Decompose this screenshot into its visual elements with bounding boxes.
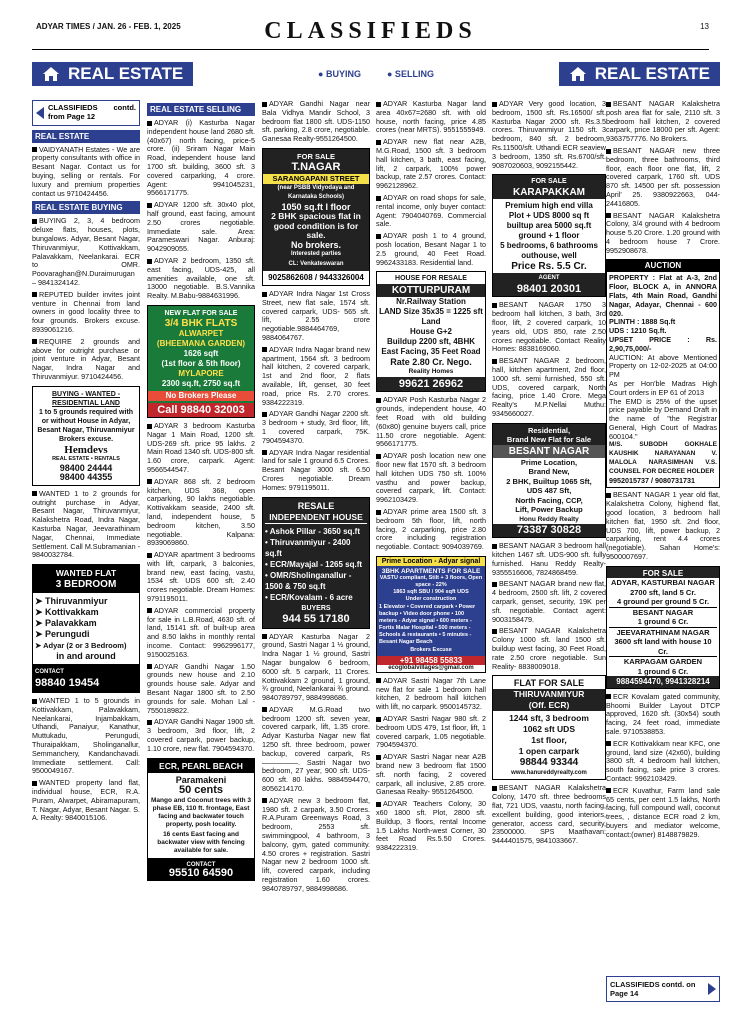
buying-label: ● BUYING bbox=[318, 69, 361, 79]
classified-ad: ADYAR prime area 1500 sft. 3 bedroom 5th floor, lift, north facing, 2 carparking, price 2.80 crore including registration negotiable. Contact: 9094039769. bbox=[376, 506, 486, 552]
section-band bbox=[32, 62, 720, 86]
classified-ad: REPUTED builder invites joint venture in Chennai from land owners in good locality three to four grounds. Brokers excuse. 8939061216. bbox=[32, 289, 140, 334]
section-title: CLASSIFIEDS bbox=[264, 18, 477, 44]
bullet-icon bbox=[376, 234, 381, 239]
column-6 bbox=[606, 100, 720, 972]
classified-ad: ADYAR Sastri Nagar near A2B brand new 3 bedroom flat 1500 sft. north facing, 2 covered carpark, all inclusive, 2.85 crore. Ganesaa Realty- 9551264500. bbox=[376, 752, 486, 797]
bullet-icon bbox=[262, 412, 267, 417]
bullet-icon bbox=[376, 802, 381, 807]
classified-ad: ADYAR posh 1 to 4 ground, posh location, Besant Nagar 1 to 2.5 ground, 40 Feet Road. 9962433183. Residential land. bbox=[376, 231, 486, 267]
classified-ad: ADYAR 868 sft. 2 bedroom kitchen, UDS 368, open carparking, 90 lakhs negotiable. Kottivakkam seaside, 2400 sft. land, independent house, 5 bedroom kitchen, 3.50 negotiable. Kalpana: 8939069860. bbox=[147, 476, 255, 548]
classified-ad: ADYAR on road shops for sale, rental income, only buyer contact: Agent: 7904040769. Commercial sale. bbox=[376, 192, 486, 229]
classified-ad: ADYAR 3 bedroom Kasturba Nagar 1 Main Road, 1200 sft. UDS-269 sft. price 95 lakhs. 2 Main Road 1340 sft. UDS-800 sft. 1.60 crore, carpark. Agent: 9566544547. bbox=[147, 420, 255, 474]
classified-ad: ADYAR Indra Nagar 1st Cross Street, new flat sale, 1574 sft. covered carpark, UDS- 565 sft. lift, 2.55 crore negotiable.9884464769, 9884064767. bbox=[262, 288, 370, 342]
bullet-icon bbox=[376, 510, 381, 515]
bullet-icon bbox=[147, 553, 152, 558]
classified-ad: ADYAR Sastri Nagar 7th Lane new flat for sale 1 bedroom hall kitchen, 2 bedroom hall kitchen with lift, no carpark. 9500145732. bbox=[376, 675, 486, 712]
display-ad-adyar-kasturbai: FOR SALE ADYAR, KASTURBAI NAGAR 2700 sft, land 5 Cr. 4 ground per ground 5 Cr. BESANT NAGAR 1 ground 6 Cr. JEEVARATHINAM NAGAR 3600 sft land with house 10 Cr. KARPAGAM GARDEN 1 ground 6 Cr. 9884594470, 9941328214 bbox=[606, 566, 720, 689]
bullet-icon bbox=[262, 707, 267, 712]
bullet-icon bbox=[32, 147, 37, 152]
display-ad-buying-land: BUYING - WANTED - RESIDENTIAL LAND 1 to 5 grounds required with or without House in Adyar, Besant Nagar, Thiruvanmiyur Brokers excuse. Hemdevs REAL ESTATE • RENTALS 98400 24444 98400 44355 bbox=[32, 386, 140, 486]
buying-selling-legend bbox=[193, 62, 559, 86]
bullet-icon bbox=[492, 303, 497, 308]
bullet-icon bbox=[606, 213, 611, 218]
classified-ad: WANTED property land flat, individual house, ECR, R.A. Puram, Alwarpet, Abiramapuram, T. Nagar, Adyar, Besant Nagar. S. A. Realty: 9840015106. bbox=[32, 778, 140, 823]
bullet-icon bbox=[147, 203, 152, 208]
classified-ad: ADYAR M.G.Road two bedroom 1200 sft. seven year, covered carpark, lift, 1.35 crore. Adyar Kasturba Nagar new flat 1250 sft. three bedroom, power backup, covered carpark, Rs—————. Sastri Nagar two bedroom, 27 year, 900 sft. UDS- 600 sft. 80 lakhs. 9884594470, 8056214170. bbox=[262, 704, 370, 794]
classified-ad: ECR Kottivakkam near KFC, one ground, land size (42x60), building 3800 sft. 4 bedroom hall kitchen, south facing, sale price 3 crores. Contact: 9962103429. bbox=[606, 738, 720, 784]
classified-ad: REQUIRE 2 grounds and above for outright purchase or joint venture in Adyar, Besant Nagar, Indra Nagar and Thiruvanmiyur. 9710424456. bbox=[32, 336, 140, 381]
classified-ad: ADYAR commercial property for sale in L.B.Road, 4630 sft. of land, 15141 sft. of built-up area and 8.50 lakhs in monthly rental income. Contact: 9962996177, 9150025163. bbox=[147, 605, 255, 659]
bullet-icon bbox=[262, 347, 267, 352]
classified-ad: ADYAR Very good location, 3 bedroom, 1500 sft. Rs.16500/ sft. Kasturba Nagar 2000 sft. Rs.3.5 crores. Thiruvanmiyur 1150 sft. 3 bedroom, 840 sft. 2 bedroom, Rs.11500/sft. Uthandi ECR seaview 3 bedroom, 1350 sft. Rs.6700/sft. 9087020603, 9092155442. bbox=[492, 100, 606, 170]
bullet-icon bbox=[262, 450, 267, 455]
display-ad-wanted-flat: WANTED FLAT 3 BEDROOM ➤ Thiruvanmiyur ➤ Kottivakkam ➤ Palavakkam ➤ Perungudi ➤ Adyar (2 or 3 Bedroom) in and around CONTACT 98840 19454 bbox=[32, 564, 140, 693]
classified-ad: ADYAR Gandhi Nagar near Bala Vidhya Mandir School, 3 bedroom flat 1800 sft. UDS-1150 sft. parking, 2.8 crore, negotiable. Ganesaa Realty-9551264500. bbox=[262, 100, 370, 144]
bullet-icon bbox=[262, 102, 267, 107]
bullet-icon bbox=[606, 149, 611, 154]
house-icon bbox=[569, 66, 587, 82]
bullet-icon bbox=[262, 292, 267, 297]
bullet-icon bbox=[376, 196, 381, 201]
classified-ad: ADYAR Indra Nagar brand new apartment, 1564 sft. 3 bedroom hall kitchen, 2 covered carpark, 1st and 2nd floor, 2 flats available, lift, genset, 30 feet road, price Rs. 2.70 crores. 9384222319. bbox=[262, 344, 370, 407]
classified-ad: ADYAR Gandhi Nagar 1900 sft. 3 bedroom, 3rd floor, lift, 2 covered carpark, power backup, 1.10 crore, new flat. 7904594370. bbox=[147, 717, 255, 753]
continued-from-link[interactable]: CLASSIFIEDS contd. from Page 12 bbox=[32, 100, 140, 126]
band-right-label: REAL ESTATE bbox=[594, 64, 710, 83]
bullet-icon bbox=[376, 717, 381, 722]
column-5 bbox=[492, 100, 606, 1010]
arrow-left-icon bbox=[36, 107, 44, 119]
classified-ad: ADYAR Gandhi Nagar 1.50 grounds new house and 2.10 grounds house sale. Adyar and Besant Nagar 1800 sft. to 2.50 grounds for sale. Mohan Lal - 7550189822. bbox=[147, 661, 255, 715]
bullet-icon bbox=[376, 678, 381, 683]
classified-ad: ECR Kuvathur, Farm land sale 65 cents, per cent 1.5 lakhs, North facing, full compound wall, coconut trees, , distance ECR road 2 km, buyers and mediator welcome, contact:(owner) 8148879829. bbox=[606, 785, 720, 839]
display-ad-new-flat-alwarpet: NEW FLAT FOR SALE 3/4 BHK FLATS ALWARPET (BHEEMANA GARDEN) 1626 sqft (1st floor & 5th floor) MYLAPORE 2300 sq.ft, 2750 sq.ft No Brokers Please Call 98840 32003 bbox=[147, 305, 255, 418]
display-ad-karapakkam: FOR SALE KARAPAKKAM Premium high end villa Plot + UDS 8000 sq ft builtup area 5000 sq.ft ground + 1 floor 5 bedrooms, 6 bathrooms outhouse, well Price Rs. 5.5 Cr. AGENT 98401 20301 bbox=[492, 174, 606, 297]
bullet-icon bbox=[492, 629, 497, 634]
classified-ad: ADYAR new flat near A2B, M.G.Road, 1500 sft. 3 bedroom hall kitchen, 3 bath, east facing, lift, 2 carpark, 100% power backup, rate 2.57 crores. Contact: 9962128962. bbox=[376, 137, 486, 191]
bullet-icon bbox=[147, 121, 152, 126]
classified-ad: BESANT NAGAR Kalakshetra Colony, 1470 sft. three bedrooms flat, 721 UDS, vaastu, north facing, excellent building, good interiors, generator, access card, security, 23500000. SPS Maathavan: 9444401575, 9841033667. bbox=[492, 783, 606, 846]
bullet-icon bbox=[606, 493, 611, 498]
selling-label: ● SELLING bbox=[387, 69, 434, 79]
classified-ad: ADYAR apartment 3 bedrooms with lift, carpark, 3 balconies, brand new, east facing, vastu, 1534 sft. UDS 600 sft. 2.40 crores negotiable. Dream Homes: 9791195011. bbox=[147, 550, 255, 604]
bullet-icon bbox=[376, 454, 381, 459]
section-heading-real-estate: REAL ESTATE bbox=[32, 130, 140, 143]
bullet-icon bbox=[262, 798, 267, 803]
bullet-icon bbox=[606, 102, 611, 107]
bullet-icon bbox=[32, 781, 37, 786]
display-ad-besant-nagar-new-flat: Residential, Brand New Flat for Sale BESANT NAGAR Prime Location, Brand New, 2 BHK, Builtup 1065 Sft, UDS 487 Sft, North Facing, CCP, Lift, Power Backup Honu Reddy Realty 73387 30828 bbox=[492, 423, 606, 539]
arrow-right-icon bbox=[708, 983, 716, 995]
bullet-icon bbox=[147, 664, 152, 669]
column-4 bbox=[376, 100, 486, 1010]
bullet-icon bbox=[492, 359, 497, 364]
classified-ad: ADYAR Teachers Colony, 30 x60 1800 sft. Plot, 2800 sft. Buildup, 3 floors, rental Income 1.5 Lakhs North-west Corner, 30 feet Road Rs.5.50 Crores. 9384222319. bbox=[376, 799, 486, 853]
classified-ad: ADYAR Indra Nagar residential land for sale 1 ground 6.5 Crores. Besant Nagar 3000 sft. 6.50 Crores negotiable. Dream Homes: 9791195011. bbox=[262, 447, 370, 492]
classified-ad: ADYAR Sastri Nagar 980 sft. 2 bedroom UDS 479, 1st floor, lift, 1 covered carpark, 1.05 negotiable. 7904594370. bbox=[376, 714, 486, 750]
column-2 bbox=[147, 100, 255, 1010]
bullet-icon bbox=[147, 479, 152, 484]
bullet-icon bbox=[147, 259, 152, 264]
bullet-icon bbox=[606, 741, 611, 746]
display-ad-kotturpuram: HOUSE FOR RESALE KOTTURPURAM Nr.Railway Station LAND Size 35x35 = 1225 sft Land House G+2 Buildup 2200 sft, 4BHK East Facing, 35 Feet Road Rate 2.80 Cr. Nego. Reality Homes 99621 26962 bbox=[376, 271, 486, 392]
bullet-icon bbox=[32, 219, 37, 224]
auction-notice: AUCTION PROPERTY : Flat at A-3, 2nd Floor, BLOCK A, in ANNORA Flats, 4th Main Road, Gandhi Nagar, Adayar, Chennai - 600 020. PLINTH : 1888 Sq.ft UDS : 1210 Sq.ft. UPSET PRICE : Rs. 2,90,75,000/- AUCTION: At above Mentioned Property on 12-02-2025 at 04:00 PM As per Hon'ble Madras High Court orders in EP 61 of 2013 The EMD is 25% of the upset price payable by Demand Draft in the name of "the Registrar General, High Court of Madras 600104." M/S. SUBODH GOKHALE KAUSHIK NARAYANAN V. MALOLA NARASIMHAN V.S. COUNSEL FOR DECREE HOLDER 9952015737 / 9080731731 bbox=[606, 259, 720, 489]
classified-ad: BESANT NAGAR Kalakshetra posh area flat for sale, 2110 sft. 3 bedroom hall kitchen, 2 covered carpark, price 18000 per sft. Agent: 9363757776. No Brokers. bbox=[606, 100, 720, 144]
real-estate-banner-left bbox=[32, 62, 193, 86]
classified-ad: BESANT NAGAR 1750 3 bedroom hall kitchen, 3 bath, 3rd floor, lift, 2 covered carpark, 10 years old, UDS 850, rate 2.50 crores negotiable. Contact Reality Homes: 8838169060. bbox=[492, 300, 606, 354]
classified-ad: BESANT NAGAR 2 bedroom, hall, kitchen apartment, 2nd floor, 1000 sft. semi furnished, 550 sft. UDS, covered carpark, North facing, price 1.40 Crore. Mega Realty's M.P.Nellai Muthu: 9345660027. bbox=[492, 356, 606, 418]
section-heading-buying: REAL ESTATE BUYING bbox=[32, 201, 140, 214]
bullet-icon bbox=[32, 292, 37, 297]
classified-ad: BESANT NAGAR Kalakshetra Colony 1000 sft. land 1500 sft. buildup west facing, 30 Feet Road, rate 2.50 crore negotiable. Sun Reality- 8838009018. bbox=[492, 626, 606, 671]
bullet-icon bbox=[376, 398, 381, 403]
classified-ad: BESANT NAGAR new three bedroom, three bathrooms, third floor, each floor one flat, lift, 2 covered carpark, 1760 sft. UDS 870 sft. 14500 per sft. possession April' 25. 9380922663, 044-24416805. bbox=[606, 145, 720, 208]
hemdevs-logo: Hemdevs bbox=[64, 443, 108, 456]
column-1 bbox=[32, 100, 140, 1010]
bullet-icon bbox=[147, 424, 152, 429]
page-header bbox=[0, 0, 741, 58]
bullet-icon bbox=[262, 634, 267, 639]
display-ad-thiruvanmiyur: FLAT FOR SALE THIRUVANMIYUR (Off. ECR) 1244 sft, 3 bedroom 1062 sft UDS 1st floor, 1 open carpark 98844 93344 www.hanureddyrealty.com bbox=[492, 675, 606, 780]
bullet-icon bbox=[492, 582, 497, 587]
bullet-icon bbox=[376, 755, 381, 760]
bullet-icon bbox=[32, 699, 37, 704]
classified-ad: BESANT NAGAR 1 year old flat, Kalakshetra Colony, highend flat, good location, 3 bedroom hall kitchen flat, 1950 sft. 2nd floor, UDS 700, lift, power backup, 2 carparking, rent 4.4 crores (negotiable). Sahan Home's: 9500007697. bbox=[606, 490, 720, 562]
classified-ad: BESANT NAGAR 3 bedroom hall kitchen 1467 sft. UDS-900 sft. fully furnished. Hanu Reddy Realty- 9355516606, 7824868459. bbox=[492, 541, 606, 577]
classified-ad: ADYAR Kasturba Nagar 2 ground, Sastri Nagar 1 ½ ground, Indra Nagar 1 ½ ground, Sastri Nagar bungalow 6 bedroom, 6000 sft. 5 carpark, 11 Crores. Kottivakkam 2 ground, 1 ground, ¾ ground, Neelankarai ¾ ground. 9840789797, 9884998686. bbox=[262, 631, 370, 703]
real-estate-banner-right bbox=[559, 62, 720, 86]
classified-ad: BESANT NAGAR Kalakshetra Colony, 3/4 ground with 4 bedroom house 5.20 Crore. 1.20 ground with 4 bedroom house 7 Crore. 9952908678. bbox=[606, 210, 720, 255]
classified-ad: ADYAR (i) Kasturba Nagar independent house land 2680 sft. (40x67) north facing, price-5 crore. (ii) Sriram Nagar Main Road, independent house land 1700 sft. building, 3600 sft. 3 covered carparking, 4 crore. Agent: 9941045231, 9566171775. bbox=[147, 118, 255, 198]
classified-ad: ADYAR Kasturba Nagar land area 40x67=2680 sft. with old house, north facing, price 4.85 crores (near MRTS). 9551555949. bbox=[376, 100, 486, 135]
display-ad-ecr-pearl-beach: ECR, PEARL BEACH Paramakeni 50 cents Mango and Coconut trees with 3 phase EB, 110 ft. frontage, East facing and backwater touch property, posh locality. 16 cents East facing and backwater view with fencing available for sale. CONTACT 95510 64590 bbox=[147, 758, 255, 881]
bullet-icon bbox=[376, 102, 381, 107]
bullet-icon bbox=[32, 491, 37, 496]
classified-ad: BESANT NAGAR brand new flat, 4 bedroom, 2500 sft. lift, 2 covered carpark, genset, security, 19K per sft. negotiable. Contact agent: 9003158479. bbox=[492, 579, 606, 624]
section-heading-selling: REAL ESTATE SELLING bbox=[147, 103, 255, 116]
classified-ad: BUYING 2, 3, 4 bedroom deluxe flats, houses, plots, bungalows. Adyar, Besant Nagar, Thiruvanmiyur, Kottivakkam, Palavakkam, Neelankarai. ECR to OMR. Poovaraghan@N.Duraimurugan – 9841324142. bbox=[32, 216, 140, 287]
classified-ad: ADYAR new 3 bedroom flat, 1980 sft. 2 carpark, 3.50 Crores. R.A.Puram Greenways Road, 3 bedroom, 2553 sft. swimmingpool, 4 bathroom, 3 balcony, gym, gated community. 4.50 crores + registration. Sastri Nagar new 2 bedroom 1000 sft. lift, covered carpark, including registration 1.60 crores. 9840789797, 9884998686. bbox=[262, 795, 370, 893]
bullet-icon bbox=[492, 544, 497, 549]
classified-ad: VAIDYANATH Estates - We are property consultants with office in Besant Nagar. Contact us for buying, selling or rentals. For luxury and premium properties contact us 9710424456. bbox=[32, 144, 140, 198]
classified-ad: ADYAR 2 bedroom, 1350 sft. east facing, UDS-425, all amenities available, one sft. 13000 negotiable. B.S.Vannika Realty. M.Babu-9884631996. bbox=[147, 255, 255, 301]
bullet-icon bbox=[147, 720, 152, 725]
bullet-icon bbox=[606, 788, 611, 793]
issue-date: ADYAR TIMES / JAN. 26 - FEB. 1, 2025 bbox=[36, 22, 181, 31]
display-ad-tnagar: FOR SALE T.NAGAR SARANGAPANI STREET (near PSBB Vidyodaya and Karnataka Schools) 1050 sq.ft I floor 2 BHK spacious flat in good condition is for sale. No brokers. Interested parties CL: Venkateswaran 9025862608 / 9443326004 bbox=[262, 148, 370, 286]
classified-ad: ADYAR Gandhi Nagar 2200 sft. 3 bedroom + study, 3rd floor, lift, 1 covered carpark, 75K. 7904594370. bbox=[262, 409, 370, 445]
bullet-icon bbox=[376, 140, 381, 145]
bullet-icon bbox=[492, 102, 497, 107]
bullet-icon bbox=[32, 339, 37, 344]
classified-ad: WANTED 1 to 2 grounds for outright purchase in Adyar, Besant Nagar, Thiruvanmiyur, Kalakshetra Road, Indra Nagar, Kasturba Nagar, Jeevarathinam Nagar, Chennai, Immediate Settlement. Call M.Subramanian - 9840032784. bbox=[32, 488, 140, 560]
display-ad-resale-house: RESALE INDEPENDENT HOUSE • Ashok Pillar - 3650 sq.ft • Thiruvanmiyur - 2400 sq.ft • ECR/Mayajal - 1265 sq.ft • OMR/Sholinganallur - 1500 & 750 sq.ft • ECR/Kovalam - 6 acre BUYERS 944 55 17180 bbox=[262, 497, 370, 629]
classified-ad: ADYAR posh location new one floor new flat 1570 sft. 3 bedroom hall kitchen UDS 750 sft. 100% vasthu and power backup, covered carpark, lift. Contact: 9962103429. bbox=[376, 451, 486, 505]
classified-ad: WANTED 1 to 5 grounds in Kottivakkam, Palavakkam, Neelankarai, Injambakkam, Uthandi, Panaiyur, Kanathur, Muttukadu, Perungudi, Thuraipakkam, Sholinganallur, Semmanchery, Kandanchavadi. Immediate settlement. Call: 9500049167. bbox=[32, 696, 140, 776]
band-left-label: REAL ESTATE bbox=[68, 64, 184, 83]
page-number: 13 bbox=[700, 22, 709, 31]
column-3 bbox=[262, 100, 370, 1010]
classified-ad: ADYAR Posh Kasturba Nagar 2 grounds, independent house, 40 feet Road with old building (60x80) genuine buyers call, price 11.50 crore negotiable. Agent: 9566171775. bbox=[376, 395, 486, 449]
bullet-icon bbox=[492, 786, 497, 791]
classified-ad: ADYAR 1200 sft. 30x40 plot, half ground, east facing, amount 2.50 crores negotiable. Immediate sale. Area: Parameswari Nagar. Anburaj: 9042909055. bbox=[147, 200, 255, 254]
bullet-icon bbox=[606, 694, 611, 699]
header-rule bbox=[32, 49, 709, 50]
display-ad-adyar-signal: Prime Location - Adyar signal 3BHK APARTMENTS FOR SALE VASTU compliant, Stilt + 3 floors, Open space - 22% 1863 sqft SBU / 904 sqft UDS Under construction 1 Elevator • Covered carpark • Power backup • Video door phone • 100 meters - Adyar signal • 600 meters - Fortis Malar Hospital • 500 meters - Schools & restaurants • 5 minutes - Besant Nagar Beach Brokers Excuse +91 98458 55833 ecoglobalvillages@gmail.com bbox=[376, 556, 486, 673]
classified-ad: ECR Kovalam gated community, Bhoomi Builder Layout DTCP approved, 1620 sft. (30x54) south facing, 24 feet road, immediate sale. 9710538853. bbox=[606, 691, 720, 737]
bullet-icon bbox=[147, 608, 152, 613]
house-icon bbox=[42, 66, 60, 82]
continued-on-link[interactable]: CLASSIFIEDS contd. on Page 14 bbox=[606, 976, 720, 1002]
